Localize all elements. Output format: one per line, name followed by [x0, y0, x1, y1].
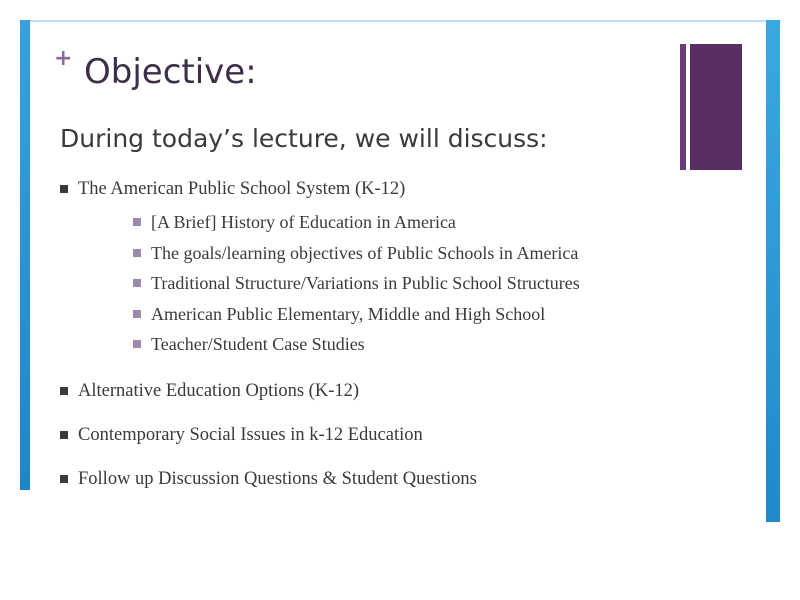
list-item: [60, 422, 740, 448]
list-spacer: [60, 404, 740, 422]
sub-list-item: [133, 268, 740, 299]
list-spacer: [60, 360, 740, 378]
square-bullet-icon: [60, 387, 68, 395]
list-item: [60, 466, 740, 492]
right-accent-bar: [766, 20, 780, 522]
sub-list-item-label: [A Brief] History of Education in America: [151, 212, 456, 232]
square-bullet-icon: [133, 279, 141, 287]
sub-list: [78, 207, 740, 360]
left-accent-bar: [20, 20, 30, 490]
slide-title: Objective:: [84, 52, 257, 92]
square-bullet-icon: [60, 475, 68, 483]
square-bullet-icon: [133, 218, 141, 226]
sub-list-item: [133, 299, 740, 330]
purple-accent-stripe: [680, 44, 686, 170]
list-item: [60, 176, 740, 360]
sub-list-item-label: Teacher/Student Case Studies: [151, 334, 365, 354]
sub-list-item: [133, 329, 740, 360]
square-bullet-icon: [133, 340, 141, 348]
plus-icon: +: [54, 46, 73, 71]
list-spacer: [60, 448, 740, 466]
list-item: [60, 378, 740, 404]
list-item-label: Follow up Discussion Questions & Student Questions: [78, 468, 477, 489]
bullet-list: [60, 176, 740, 492]
sub-list-item-label: The goals/learning objectives of Public Schools in America: [151, 242, 579, 263]
list-item-label: The American Public School System (K-12): [78, 179, 406, 199]
square-bullet-icon: [60, 431, 68, 439]
slide-subtitle: During today’s lecture, we will discuss:: [60, 124, 548, 153]
purple-accent-block: [690, 44, 742, 170]
top-border-line: [20, 20, 780, 22]
square-bullet-icon: [133, 249, 141, 257]
square-bullet-icon: [133, 310, 141, 318]
sub-list-item-label: Traditional Structure/Variations in Public School Structures: [151, 273, 580, 293]
sub-list-item-label: American Public Elementary, Middle and High School: [151, 303, 546, 324]
sub-list-item: [133, 238, 740, 269]
sub-list-item: [133, 207, 740, 238]
list-item-label: Alternative Education Options (K-12): [78, 380, 360, 401]
list-item-label: Contemporary Social Issues in k-12 Education: [78, 424, 423, 445]
square-bullet-icon: [60, 185, 68, 193]
